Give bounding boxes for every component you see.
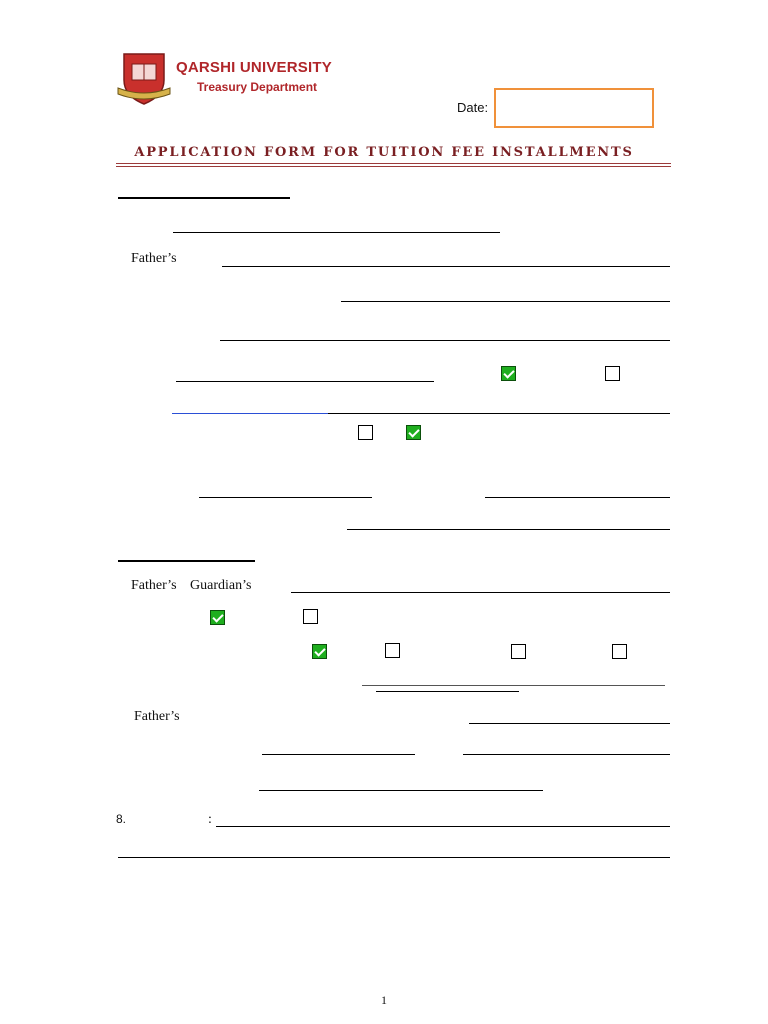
- field-line-student-name[interactable]: [173, 232, 500, 233]
- fathers-name-label: Father’s: [131, 251, 177, 266]
- field-line-4[interactable]: [220, 340, 670, 341]
- field-line-item-8[interactable]: [216, 826, 670, 827]
- field-line-10[interactable]: [469, 723, 670, 724]
- guardians-label: Guardian’s: [190, 578, 252, 593]
- title-divider-bottom: [116, 166, 671, 167]
- field-line-6[interactable]: [328, 413, 670, 414]
- date-label: Date:: [457, 100, 489, 115]
- field-line-7a[interactable]: [199, 497, 372, 498]
- item-8-colon: :: [208, 812, 212, 827]
- checkbox-row2-b[interactable]: [406, 425, 421, 440]
- item-8-number: 8.: [116, 812, 127, 826]
- checkbox-row2-a[interactable]: [358, 425, 373, 440]
- department-name: Treasury Department: [197, 80, 318, 94]
- field-line-guardian-name[interactable]: [291, 592, 670, 593]
- field-line-fathers-name[interactable]: [222, 266, 670, 267]
- checkbox-row1-b[interactable]: [605, 366, 620, 381]
- page-number: 1: [381, 993, 387, 1007]
- checkbox-row3-b[interactable]: [303, 609, 318, 624]
- title-divider-top: [116, 163, 671, 164]
- field-line-5[interactable]: [176, 381, 434, 382]
- field-line-9b[interactable]: [376, 691, 519, 692]
- field-line-12[interactable]: [259, 790, 543, 791]
- checkbox-row3-a[interactable]: [210, 610, 225, 625]
- checkbox-row4-a[interactable]: [312, 644, 327, 659]
- date-field[interactable]: [494, 88, 654, 128]
- form-title: APPLICATION FORM FOR TUITION FEE INSTALLMENTS: [134, 145, 634, 160]
- fathers-label-section2b: Father’s: [134, 709, 180, 724]
- field-line-7b[interactable]: [485, 497, 670, 498]
- field-line-9a[interactable]: [362, 685, 665, 686]
- field-line-11a[interactable]: [262, 754, 415, 755]
- field-line-11b[interactable]: [463, 754, 670, 755]
- fathers-label-section2: Father’s: [131, 578, 177, 593]
- checkbox-row1-a[interactable]: [501, 366, 516, 381]
- field-line-8[interactable]: [347, 529, 670, 530]
- section-2-heading-underline: [118, 560, 255, 562]
- university-name: QARSHI UNIVERSITY: [176, 59, 332, 76]
- section-1-heading-underline: [118, 197, 290, 199]
- field-line-email-link[interactable]: [172, 413, 328, 414]
- university-logo: [116, 50, 172, 108]
- field-line-3[interactable]: [341, 301, 670, 302]
- checkbox-row4-d[interactable]: [612, 644, 627, 659]
- checkbox-row4-b[interactable]: [385, 643, 400, 658]
- checkbox-row4-c[interactable]: [511, 644, 526, 659]
- field-line-item-8-continued[interactable]: [118, 857, 670, 858]
